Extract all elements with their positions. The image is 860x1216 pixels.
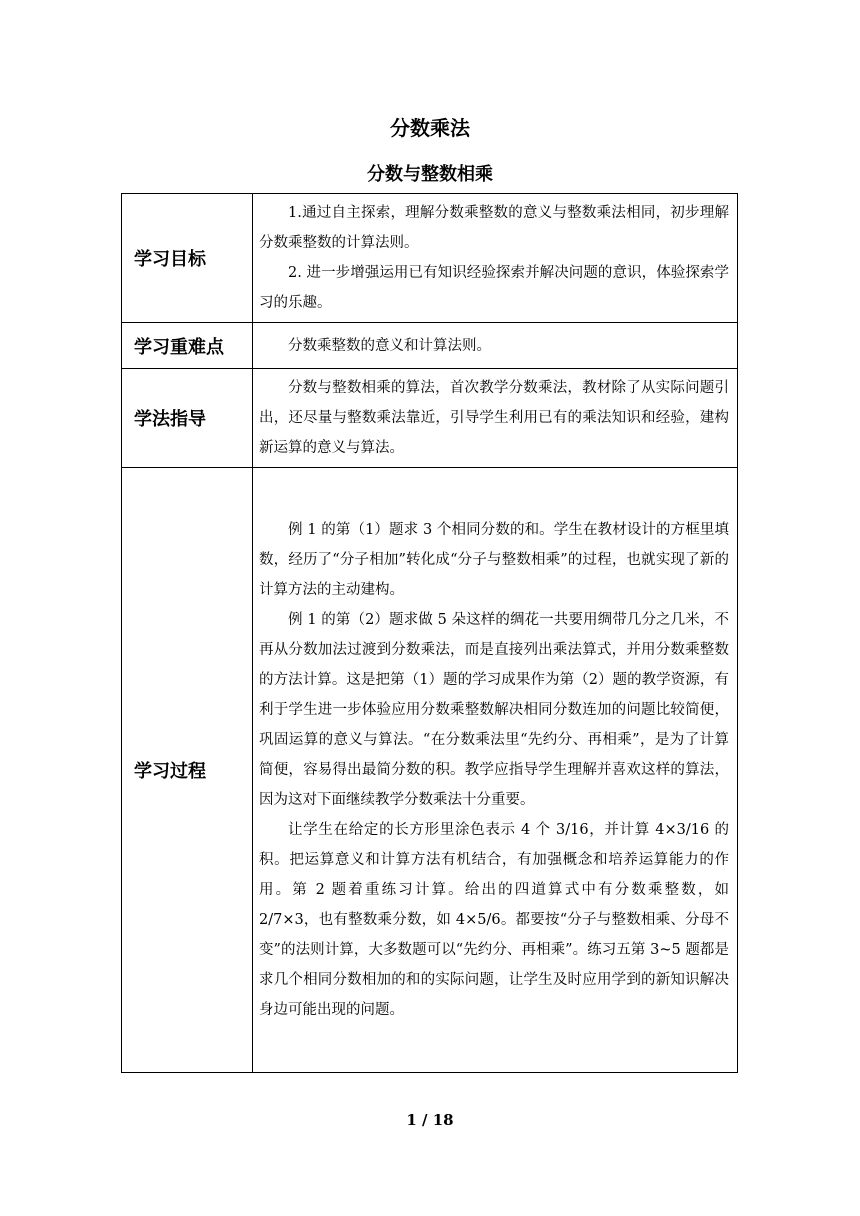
paragraph: 1.通过自主探索，理解分数乘整数的意义与整数乘法相同，初步理解分数乘整数的计算法则。	[259, 205, 729, 251]
row-label: 学习过程	[122, 468, 253, 1073]
row-label: 学习重难点	[122, 323, 253, 369]
paragraph: 2. 进一步增强运用已有知识经验探索并解决问题的意识，体验探索学习的乐趣。	[259, 265, 729, 311]
lesson-plan-table	[121, 193, 738, 1073]
row-content	[253, 369, 738, 468]
paragraph: 例 1 的第（1）题求 3 个相同分数的和。学生在教材设计的方框里填数，经历了“分子相加”转化成“分子与整数相乘”的过程，也就实现了新的计算方法的主动建构。	[259, 522, 729, 598]
table-row-study-guide	[122, 369, 738, 468]
table-row-key-points	[122, 323, 738, 369]
page-number: 1 / 18	[406, 1111, 454, 1129]
row-content	[253, 194, 738, 323]
paragraph: 分数与整数相乘的算法，首次教学分数乘法，教材除了从实际问题引出，还尽量与整数乘法靠近，引导学生利用已有的乘法知识和经验，建构新运算的意义与算法。	[259, 380, 729, 456]
paragraph: 分数乘整数的意义和计算法则。	[288, 337, 491, 354]
row-content	[253, 323, 738, 369]
paragraph: 让学生在给定的长方形里涂色表示 4 个 3/16，并计算 4×3/16 的积。把运算意义和计算方法有机结合，有加强概念和培养运算能力的作用。第 2 题着重练习计算。给出的四道算式中有分数乘整数，如 2/7×3，也有整数乘分数，如 4×5/6。都要按“分子与整数相乘、分母不变”的法则计算，大多数题可以“先约分、再相乘”。练习五第 3~5 题都是求几个相同分数相加的和的实际问题，让学生及时应用学到的新知识解决身边可能出现的问题。	[259, 822, 729, 1018]
table-row-process	[122, 468, 738, 1073]
row-label: 学法指导	[122, 369, 253, 468]
document-title: 分数乘法	[390, 116, 470, 140]
table-row-objectives	[122, 194, 738, 323]
document-subtitle: 分数与整数相乘	[367, 164, 493, 185]
paragraph: 例 1 的第（2）题求做 5 朵这样的绸花一共要用绸带几分之几米，不再从分数加法过渡到分数乘法，而是直接列出乘法算式，并用分数乘整数的方法计算。这是把第（1）题的学习成果作为第（2）题的教学资源，有利于学生进一步体验应用分数乘整数解决相同分数连加的问题比较简便，巩固运算的意义与算法。“在分数乘法里“先约分、再相乘”，是为了计算简便，容易得出最简分数的积。教学应指导学生理解并喜欢这样的算法，因为这对下面继续教学分数乘法十分重要。	[259, 612, 729, 808]
row-label: 学习目标	[122, 194, 253, 323]
row-content	[253, 468, 738, 1073]
